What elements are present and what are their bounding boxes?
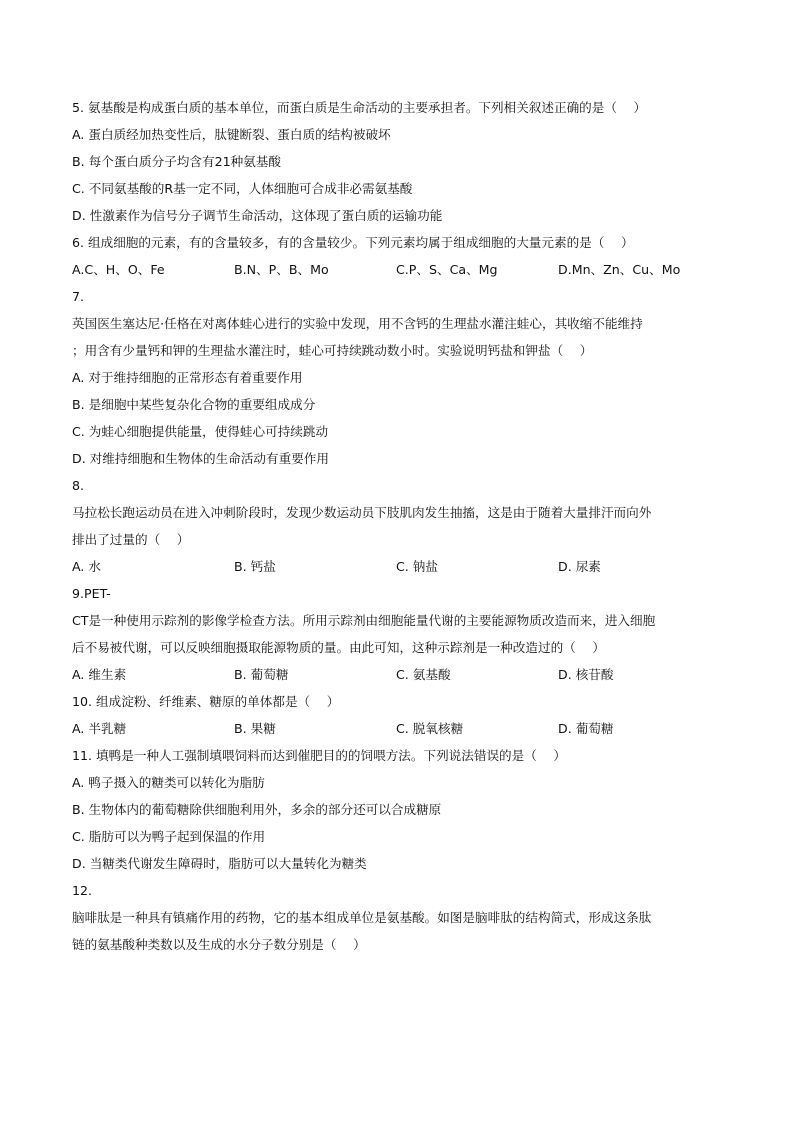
question-stem-line-2: 后不易被代谢，可以反映细胞摄取能源物质的量。由此可知，这种示踪剂是一种改造过的（ ）	[72, 640, 605, 655]
exam-page	[72, 94, 722, 958]
option-d: D. 当糖类代谢发生障碍时，脂肪可以大量转化为糖类	[72, 856, 367, 871]
option-a: A. 半乳糖	[72, 721, 127, 736]
option-b: B. 每个蛋白质分子均含有21种氨基酸	[72, 154, 281, 169]
option-d: D. 尿素	[558, 559, 601, 574]
question-stem-line-2: 排出了过量的（ ）	[72, 532, 190, 547]
question-stem-line-2: 链的氨基酸种类数以及生成的水分子数分别是（ ）	[72, 937, 366, 952]
question-10	[72, 688, 722, 742]
option-c: C. 为蛙心细胞提供能量，使得蛙心可持续跳动	[72, 424, 329, 439]
option-a: A. 蛋白质经加热变性后，肽键断裂、蛋白质的结构被破坏	[72, 127, 391, 142]
question-11	[72, 742, 722, 877]
question-7	[72, 283, 722, 472]
option-d: D. 性激素作为信号分子调节生命活动，这体现了蛋白质的运输功能	[72, 208, 443, 223]
option-a: A. 鸭子摄入的糖类可以转化为脂肪	[72, 775, 265, 790]
question-12	[72, 877, 722, 958]
question-stem: 5. 氨基酸是构成蛋白质的基本单位，而蛋白质是生命活动的主要承担者。下列相关叙述正确的是（ ）	[72, 100, 647, 115]
question-stem-line-1: 马拉松长跑运动员在进入冲刺阶段时，发现少数运动员下肢肌肉发生抽搐，这是由于随着大量排汗而向外	[72, 505, 652, 520]
question-stem-line-2: ；用含有少量钙和钾的生理盐水灌注时，蛙心可持续跳动数小时。实验说明钙盐和钾盐（ ）	[72, 343, 593, 358]
option-c: C. 脱氧核糖	[396, 721, 464, 736]
question-stem-line-1: 脑啡肽是一种具有镇痛作用的药物，它的基本组成单位是氨基酸。如图是脑啡肽的结构简式，形成这条肽	[72, 910, 652, 925]
option-c: C. 不同氨基酸的R基一定不同，人体细胞可合成非必需氨基酸	[72, 181, 413, 196]
question-stem: 10. 组成淀粉、纤维素、糖原的单体都是（ ）	[72, 694, 340, 709]
option-d: D. 葡萄糖	[558, 721, 614, 736]
question-stem: 6. 组成细胞的元素，有的含量较多，有的含量较少。下列元素均属于组成细胞的大量元素的是（ ）	[72, 235, 634, 250]
options-row	[72, 661, 722, 688]
option-b: B. 是细胞中某些复杂化合物的重要组成成分	[72, 397, 316, 412]
option-b: B. 果糖	[234, 721, 276, 736]
option-c: C. 脂肪可以为鸭子起到保温的作用	[72, 829, 266, 844]
question-number: 7.	[72, 289, 85, 304]
question-number: 8.	[72, 478, 85, 493]
option-c: C.P、S、Ca、Mg	[396, 262, 498, 277]
option-a: A. 对于维持细胞的正常形态有着重要作用	[72, 370, 303, 385]
question-stem-line-1: 英国医生塞达尼·任格在对离体蛙心进行的实验中发现，用不含钙的生理盐水灌注蛙心，其收缩不能维持	[72, 316, 643, 331]
option-c: C. 氨基酸	[396, 667, 451, 682]
question-6	[72, 229, 722, 283]
question-8	[72, 472, 722, 580]
option-a: A.C、H、O、Fe	[72, 262, 165, 277]
option-b: B.N、P、B、Mo	[234, 262, 329, 277]
question-number: 9.PET-	[72, 586, 111, 601]
question-9	[72, 580, 722, 688]
option-b: B. 生物体内的葡萄糖除供细胞利用外，多余的部分还可以合成糖原	[72, 802, 442, 817]
option-a: A. 水	[72, 559, 101, 574]
option-d: D. 对维持细胞和生物体的生命活动有重要作用	[72, 451, 329, 466]
options-row	[72, 553, 722, 580]
question-5	[72, 94, 722, 229]
question-stem-line-1: CT是一种使用示踪剂的影像学检查方法。所用示踪剂由细胞能量代谢的主要能源物质改造而来，进入细胞	[72, 613, 656, 628]
option-b: B. 葡萄糖	[234, 667, 289, 682]
question-number: 12.	[72, 883, 93, 898]
option-c: C. 钠盐	[396, 559, 438, 574]
option-d: D. 核苷酸	[558, 667, 614, 682]
option-a: A. 维生素	[72, 667, 127, 682]
options-row	[72, 715, 722, 742]
question-stem: 11. 填鸭是一种人工强制填喂饲料而达到催肥目的的饲喂方法。下列说法错误的是（ ）	[72, 748, 567, 763]
options-row	[72, 256, 722, 283]
option-b: B. 钙盐	[234, 559, 276, 574]
option-d: D.Mn、Zn、Cu、Mo	[558, 262, 681, 277]
